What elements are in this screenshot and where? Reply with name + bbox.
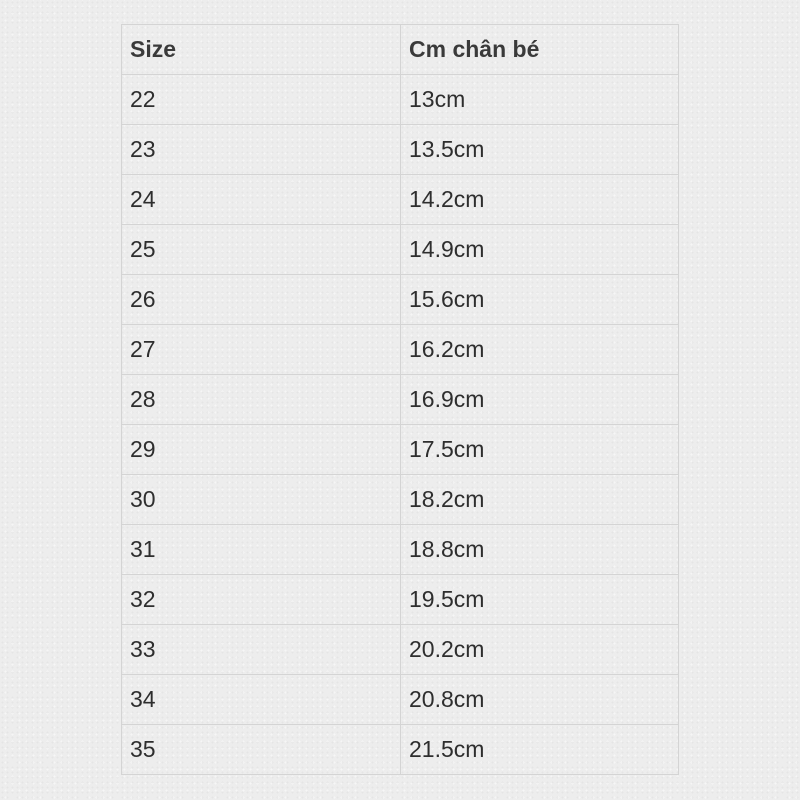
foot-length-cell: 18.8cm [401, 525, 679, 575]
size-cell: 35 [122, 725, 401, 775]
table-row [122, 275, 679, 325]
foot-length-cell: 13cm [401, 75, 679, 125]
size-cell: 23 [122, 125, 401, 175]
header-size: Size [122, 25, 401, 75]
size-cell: 31 [122, 525, 401, 575]
size-cell: 22 [122, 75, 401, 125]
table-row [122, 125, 679, 175]
foot-length-cell: 20.2cm [401, 625, 679, 675]
foot-length-cell: 16.2cm [401, 325, 679, 375]
table-body [122, 75, 679, 775]
size-cell: 24 [122, 175, 401, 225]
foot-length-cell: 20.8cm [401, 675, 679, 725]
table-row [122, 525, 679, 575]
table-row [122, 625, 679, 675]
table-row [122, 475, 679, 525]
size-cell: 29 [122, 425, 401, 475]
table-row [122, 375, 679, 425]
table-row [122, 575, 679, 625]
size-cell: 34 [122, 675, 401, 725]
header-foot-length: Cm chân bé [401, 25, 679, 75]
size-cell: 26 [122, 275, 401, 325]
table-header [122, 25, 679, 75]
table-row [122, 425, 679, 475]
table-row [122, 675, 679, 725]
size-cell: 33 [122, 625, 401, 675]
size-cell: 32 [122, 575, 401, 625]
foot-length-cell: 19.5cm [401, 575, 679, 625]
foot-length-cell: 17.5cm [401, 425, 679, 475]
size-chart-table [121, 24, 679, 775]
header-row [122, 25, 679, 75]
size-cell: 28 [122, 375, 401, 425]
foot-length-cell: 14.9cm [401, 225, 679, 275]
table-row [122, 175, 679, 225]
size-cell: 30 [122, 475, 401, 525]
table-row [122, 75, 679, 125]
foot-length-cell: 14.2cm [401, 175, 679, 225]
table-row [122, 325, 679, 375]
foot-length-cell: 21.5cm [401, 725, 679, 775]
table-row [122, 725, 679, 775]
table-row [122, 225, 679, 275]
size-cell: 27 [122, 325, 401, 375]
size-cell: 25 [122, 225, 401, 275]
foot-length-cell: 15.6cm [401, 275, 679, 325]
foot-length-cell: 16.9cm [401, 375, 679, 425]
foot-length-cell: 13.5cm [401, 125, 679, 175]
foot-length-cell: 18.2cm [401, 475, 679, 525]
